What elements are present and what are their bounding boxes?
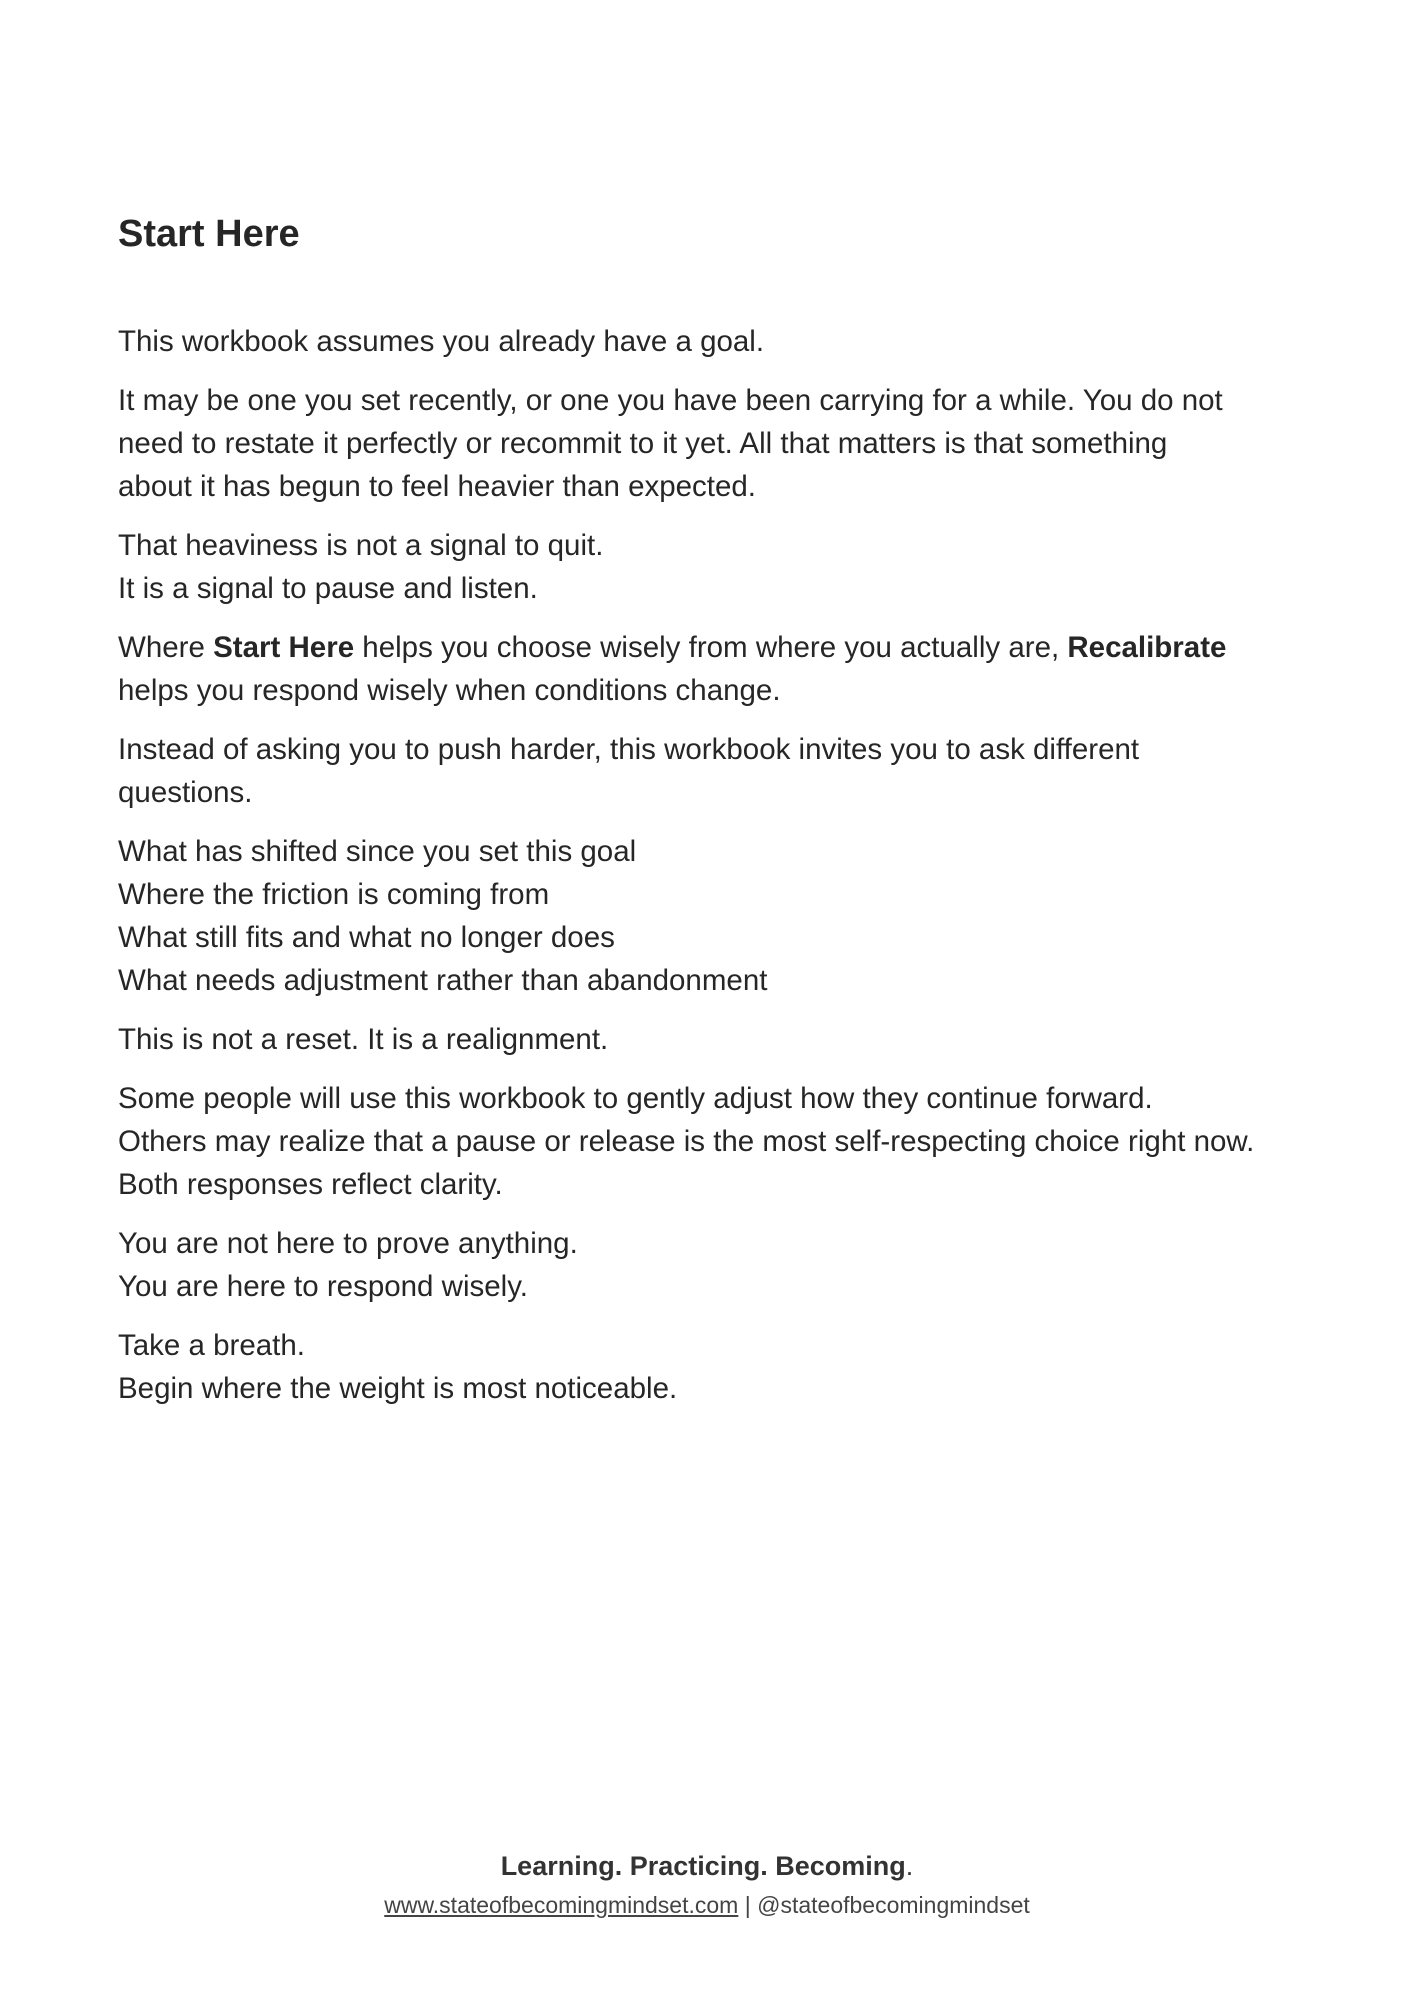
- paragraph-goal-context: [118, 379, 1318, 508]
- footer-separator: |: [738, 1892, 758, 1918]
- tagline-text: Learning. Practicing. Becoming: [500, 1851, 906, 1881]
- page-content: [118, 206, 1318, 1426]
- paragraph-line: Take a breath.: [118, 1329, 305, 1362]
- paragraph-line: helps you respond wisely when conditions change.: [118, 674, 781, 707]
- bold-start-here: Start Here: [213, 631, 355, 664]
- paragraph-line: Instead of asking you to push harder, this workbook invites you to ask different: [118, 733, 1140, 766]
- text-segment: Where: [118, 631, 214, 664]
- paragraph-begin: [118, 1324, 1318, 1410]
- website-link[interactable]: www.stateofbecomingmindset.com: [384, 1892, 739, 1918]
- paragraph-heaviness: [118, 524, 1318, 610]
- question-item: What still fits and what no longer does: [118, 921, 615, 954]
- text-segment: helps you choose wisely from where you actually are,: [354, 631, 1068, 664]
- question-item: What needs adjustment rather than abandonment: [118, 964, 768, 997]
- paragraph-line: Others may realize that a pause or release is the most self-respecting choice right now.: [118, 1125, 1255, 1158]
- paragraph-question-list: [118, 830, 1318, 1002]
- paragraph-line: You are not here to prove anything.: [118, 1227, 578, 1260]
- social-handle: @stateofbecomingmindset: [757, 1892, 1030, 1918]
- paragraph-questions-intro: [118, 728, 1318, 814]
- paragraph-realignment: This is not a reset. It is a realignment.: [118, 1023, 609, 1056]
- page-title: Start Here: [118, 213, 300, 255]
- paragraph-line: That heaviness is not a signal to quit.: [118, 529, 604, 562]
- paragraph-line: need to restate it perfectly or recommit to it yet. All that matters is that something: [118, 427, 1168, 460]
- paragraph-line: You are here to respond wisely.: [118, 1270, 528, 1303]
- bold-recalibrate: Recalibrate: [1067, 631, 1227, 664]
- page-footer: [0, 1846, 1414, 1922]
- tagline-period: .: [905, 1851, 914, 1881]
- paragraph-line: It may be one you set recently, or one you have been carrying for a while. You do not: [118, 384, 1223, 417]
- footer-links: [0, 1888, 1414, 1922]
- paragraph-comparison: [118, 626, 1318, 712]
- question-item: Where the friction is coming from: [118, 878, 550, 911]
- paragraph-purpose: [118, 1222, 1318, 1308]
- paragraph-line: about it has begun to feel heavier than expected.: [118, 470, 756, 503]
- paragraph-intro: This workbook assumes you already have a goal.: [118, 325, 765, 358]
- paragraph-line: Begin where the weight is most noticeable.: [118, 1372, 678, 1405]
- paragraph-line: Some people will use this workbook to gently adjust how they continue forward.: [118, 1082, 1153, 1115]
- paragraph-line: Both responses reflect clarity.: [118, 1168, 503, 1201]
- paragraph-line: questions.: [118, 776, 253, 809]
- paragraph-responses: [118, 1077, 1318, 1206]
- footer-tagline: [0, 1846, 1414, 1886]
- question-item: What has shifted since you set this goal: [118, 835, 637, 868]
- paragraph-line: It is a signal to pause and listen.: [118, 572, 538, 605]
- paragraph-line: [118, 626, 1318, 669]
